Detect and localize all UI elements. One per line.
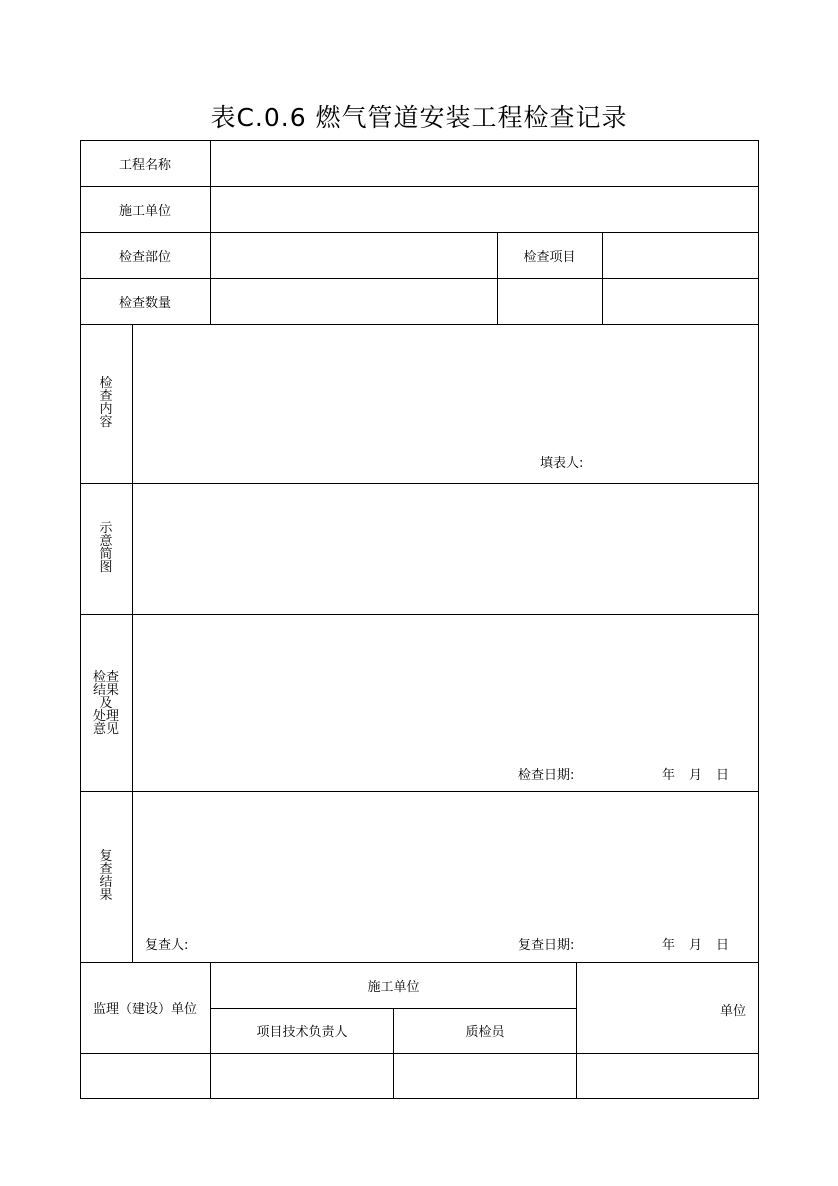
construction-unit-field[interactable] [211, 186, 758, 232]
inspection-record-table [80, 140, 759, 1099]
blank-cell[interactable] [603, 278, 758, 324]
tech-lead-label: 项目技术负责人 [256, 1025, 348, 1040]
inspection-location-field[interactable] [211, 232, 497, 278]
date-day: 日 [716, 768, 730, 783]
inspection-item-label: 检查项目 [523, 249, 576, 265]
unit-signature-field[interactable] [577, 1053, 758, 1098]
column-divider [132, 324, 133, 962]
sketch-label: 示 意 简 图 [99, 521, 113, 575]
inspection-content-label: 检 查 内 容 [99, 376, 113, 430]
row-divider [80, 791, 759, 792]
project-name-field[interactable] [211, 140, 758, 186]
inspection-item-field[interactable] [603, 232, 758, 278]
table-border [758, 140, 759, 1099]
inspector-label: 质检员 [465, 1025, 505, 1040]
page-title: 表C.0.6 燃气管道安装工程检查记录 [210, 103, 628, 132]
date-year: 年 [662, 938, 676, 953]
result-and-handling-label: 检查 结果 及 处理 意见 [92, 670, 119, 737]
construction-unit-header: 施工单位 [367, 979, 420, 995]
inspection-quantity-field[interactable] [211, 278, 497, 324]
tech-lead-signature-field[interactable] [211, 1053, 393, 1098]
unit-label: 单位 [720, 1004, 747, 1019]
rechecker-label: 复查人: [145, 938, 189, 953]
date-year: 年 [662, 768, 676, 783]
row-divider [80, 614, 759, 615]
row-divider [80, 324, 759, 325]
inspection-quantity-label: 检查数量 [118, 295, 171, 311]
recheck-date-label: 复查日期: [518, 938, 575, 953]
date-month: 月 [689, 768, 703, 783]
inspection-location-label: 检查部位 [118, 249, 171, 265]
project-name-label: 工程名称 [118, 157, 171, 173]
inspection-date-label: 检查日期: [518, 768, 575, 783]
blank-cell[interactable] [497, 278, 602, 324]
date-month: 月 [689, 938, 703, 953]
table-border [80, 1098, 759, 1099]
filler-label: 填表人: [540, 456, 584, 471]
construction-unit-label: 施工单位 [118, 203, 171, 219]
recheck-result-label: 复 查 结 果 [99, 849, 113, 903]
supervision-signature-field[interactable] [80, 1053, 210, 1098]
row-divider [80, 483, 759, 484]
inspector-signature-field[interactable] [394, 1053, 576, 1098]
date-day: 日 [716, 938, 730, 953]
supervision-unit-label: 监理（建设）单位 [92, 1002, 197, 1017]
